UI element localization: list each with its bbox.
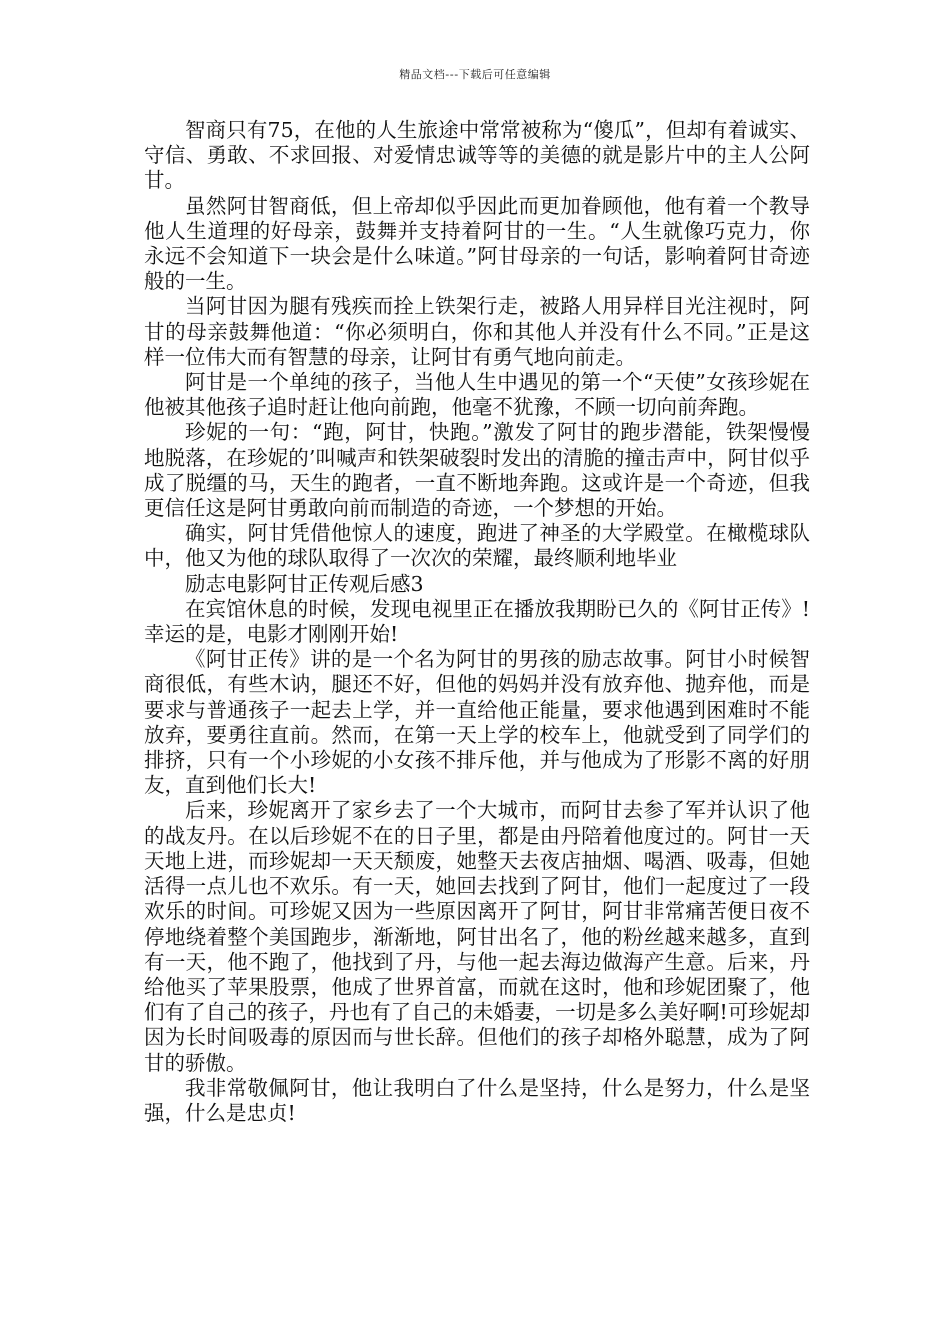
section-heading: 励志电影阿甘正传观后感3	[185, 571, 424, 596]
paragraph-10: 我非常敬佩阿甘，他让我明白了什么是坚持，什么是努力，什么是坚强，什么是忠贞!	[144, 1075, 810, 1125]
paragraph-5: 珍妮的一句：“跑，阿甘，快跑。”激发了阿甘的跑步潜能，铁架慢慢地脱落，在珍妮的’叫喊声和铁架破裂时发出的清脆的撞击声中，阿甘似乎成了脱缰的马，天生的跑者，一直不断地奔跑。这或许是一个奇迹，但我更信任这是阿甘勇敢向前而制造的奇迹，一个梦想的开始。	[144, 420, 810, 521]
paragraph-7: 在宾馆休息的时候，发现电视里正在播放我期盼已久的《阿甘正传》!幸运的是，电影才刚刚开始!	[144, 596, 810, 647]
paragraph-8: 《阿甘正传》讲的是一个名为阿甘的男孩的励志故事。阿甘小时候智商很低，有些木讷，腿还不好，但他的妈妈并没有放弃他、抛弃他，而是要求与普通孩子一起去上学，并一直给他正能量，要求他遇到困难时不能放弃，要勇往直前。然而，在第一天上学的校车上，他就受到了同学们的排挤，只有一个小珍妮的小女孩不排斥他，并与他成为了形影不离的好朋友，直到他们长大!	[144, 647, 810, 798]
page-header-note: 精品文档---下载后可任意编辑	[399, 68, 551, 81]
paragraph-6: 确实，阿甘凭借他惊人的速度，跑进了神圣的大学殿堂。在橄榄球队中，他又为他的球队取得了一次次的荣耀，最终顺利地毕业	[144, 521, 810, 571]
paragraph-3: 当阿甘因为腿有残疾而拴上铁架行走，被路人用异样目光注视时，阿甘的母亲鼓舞他道：“你必须明白，你和其他人并没有什么不同。”正是这样一位伟大而有智慧的母亲，让阿甘有勇气地向前走。	[144, 294, 810, 369]
paragraph-4: 阿甘是一个单纯的孩子，当他人生中遇见的第一个“天使”女孩珍妮在他被其他孩子追时赶让他向前跑，他毫不犹豫，不顾一切向前奔跑。	[144, 370, 810, 420]
paragraph-9: 后来，珍妮离开了家乡去了一个大城市，而阿甘去参了军并认识了他的战友丹。在以后珍妮不在的日子里，都是由丹陪着他度过的。阿甘一天天地上进，而珍妮却一天天颓废，她整天去夜店抽烟、喝酒、吸毒，但她活得一点儿也不欢乐。有一天，她回去找到了阿甘，他们一起度过了一段欢乐的时间。可珍妮又因为一些原因离开了阿甘，阿甘非常痛苦便日夜不停地绕着整个美国跑步，渐渐地，阿甘出名了，他的粉丝越来越多，直到有一天，他不跑了，他找到了丹，与他一起去海边做海产生意。后来，丹给他买了苹果股票，他成了世界首富，而就在这时，他和珍妮团聚了，他们有了自己的孩子，丹也有了自己的未婚妻，一切是多么美好啊!可珍妮却因为长时间吸毒的原因而与世长辞。但他们的孩子却格外聪慧，成为了阿甘的骄傲。	[144, 798, 810, 1075]
paragraph-1: 智商只有75，在他的人生旅途中常常被称为“傻瓜”，但却有着诚实、守信、勇敢、不求回报、对爱情忠诚等等的美德的就是影片中的主人公阿甘。	[144, 118, 810, 193]
document-body	[144, 118, 810, 1126]
paragraph-2: 虽然阿甘智商低，但上帝却似乎因此而更加眷顾他，他有着一个教导他人生道理的好母亲，鼓舞并支持着阿甘的一生。“人生就像巧克力，你永远不会知道下一块会是什么味道。”阿甘母亲的一句话，影响着阿甘奇迹般的一生。	[144, 193, 810, 294]
